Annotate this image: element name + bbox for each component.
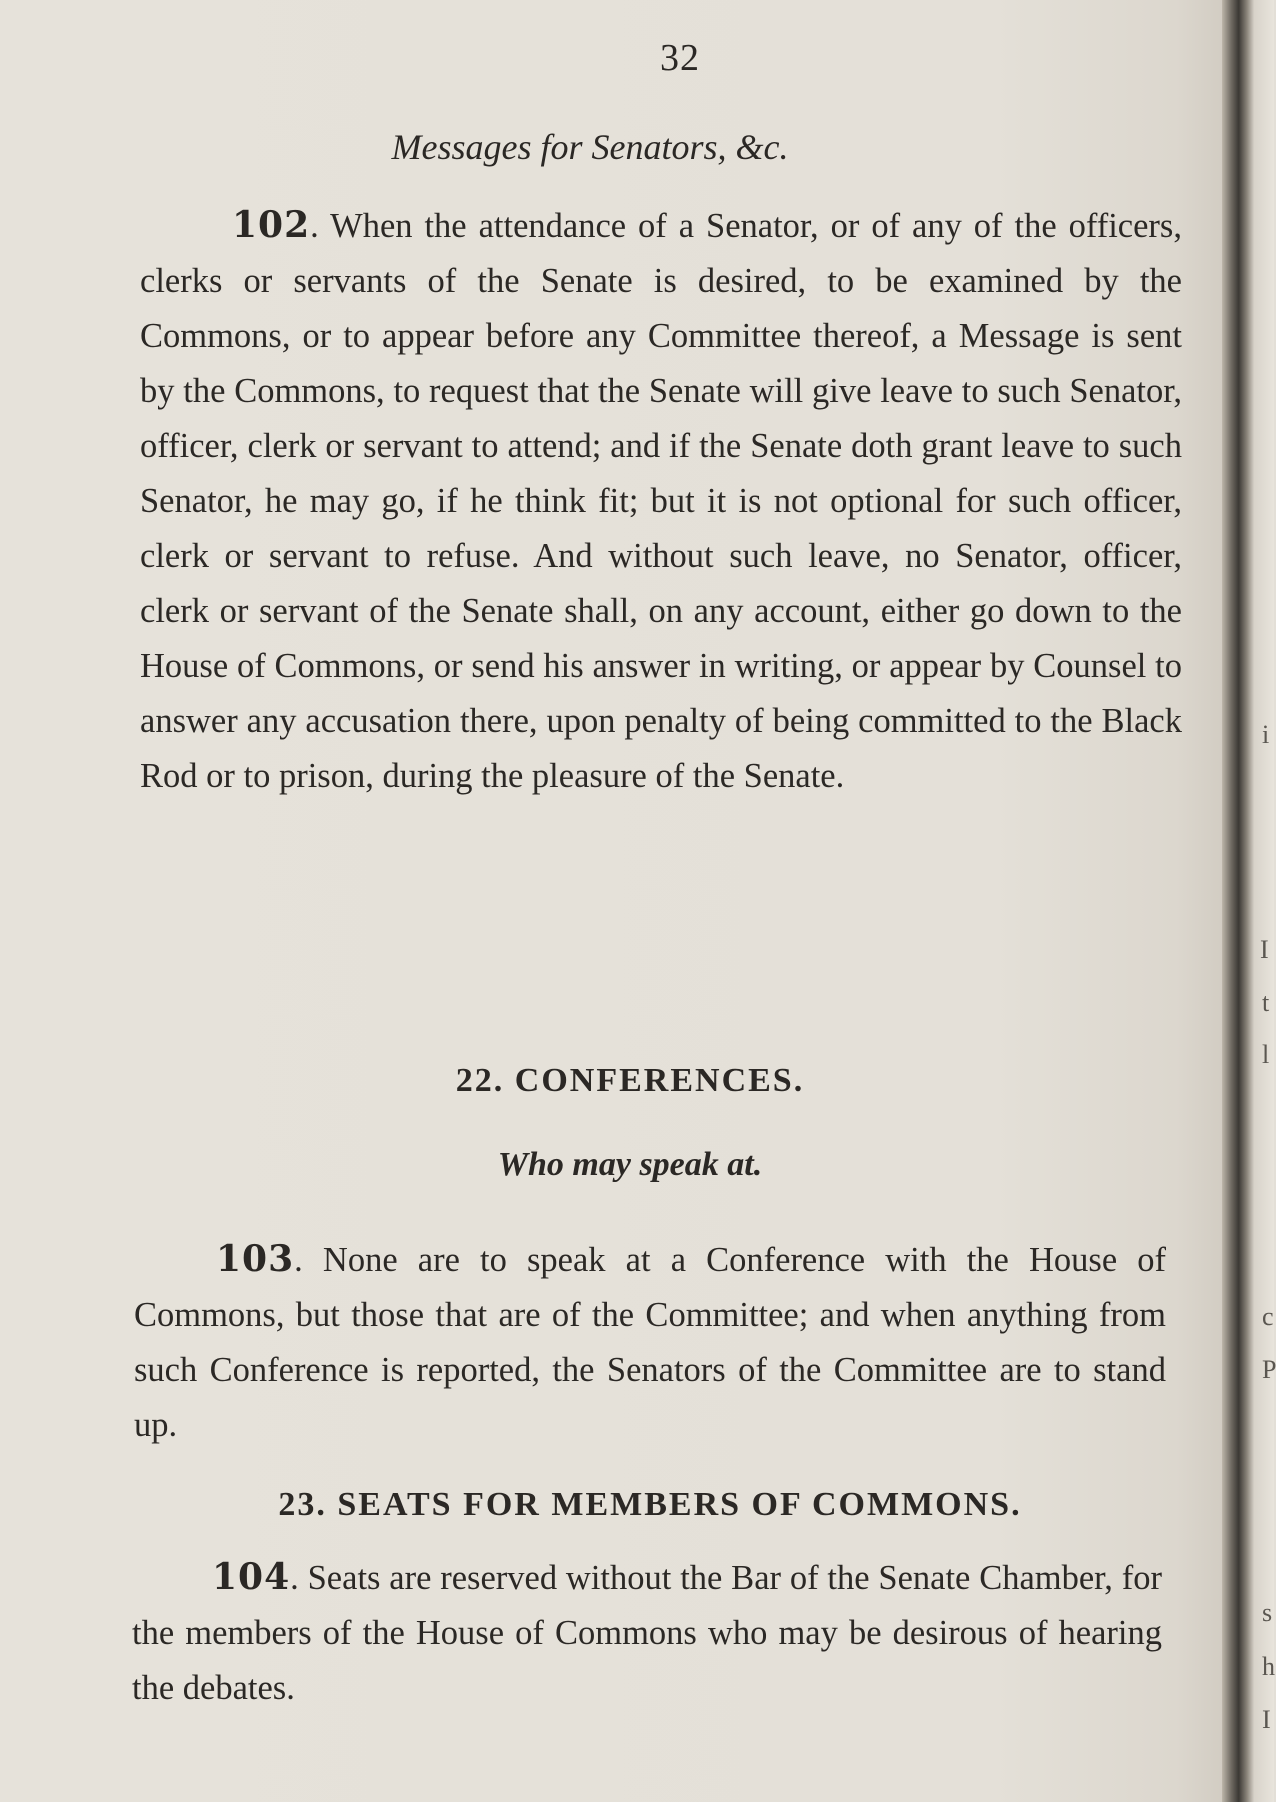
paragraph-104: 104. Seats are reserved without the Bar of the Senate Chamber, for the members of the House of Commons who may be desirous of hearing the debates. [132,1556,1162,1707]
paragraph-number: 104 [212,1556,291,1598]
facing-page-fragment: l [1262,1040,1270,1069]
facing-page-fragment: I [1262,1705,1271,1734]
running-head: Messages for Senators, &c. [391,127,789,167]
facing-page-fragment: P [1262,1355,1276,1384]
paragraph-text: When the attendance of a Senator, or of any of the officers, clerks or servants of the Senate is desired, to be examined by the Commons, or to appear before any Committee thereof, a Message is sent by the Commons, to request that the Senate will give leave to such Senator, officer, clerk or servant to attend; and if the Senate doth grant leave to such Senator, he may go, if he think fit; but it is not optional for such officer, clerk or servant to refuse. And without such leave, no Senator, officer, clerk or servant of the Senate shall, on any account, either go down to the House of Commons, or send his answer in writing, or appear by Counsel to answer any accusation there, upon penalty of being committed to the Black Rod or to prison, during the pleasure of the Senate. [140,207,1182,795]
facing-page-fragment: h [1262,1652,1275,1681]
paragraph-number: 102 [232,204,311,246]
section-heading-conferences: 22. CONFERENCES. [455,1062,805,1099]
facing-page-fragment: I [1260,935,1269,964]
facing-page-fragment: s [1262,1598,1273,1627]
binding-gutter [1222,0,1274,1802]
section-subheading: Who may speak at. [497,1146,763,1183]
facing-page-fragment: t [1262,988,1270,1017]
page-number: 32 [660,37,700,79]
facing-page-fragment: i [1262,720,1270,749]
paragraph-102: 102. When the attendance of a Senator, or of any of the officers, clerks or servants of the Senate is desired, to be examined by the Commons, or to appear before any Committee thereof, a Message is sent by the Commons, to request that the Senate will give leave to such Senator, officer, clerk or servant to attend; and if the Senate doth grant leave to such Senator, he may go, if he think fit; but it is not optional for such officer, clerk or servant to refuse. And without such leave, no Senator, officer, clerk or servant of the Senate shall, on any account, either go down to the House of Commons, or send his answer in writing, or appear by Counsel to answer any accusation there, upon penalty of being committed to the Black Rod or to prison, during the pleasure of the Senate. [140,204,1182,795]
paragraph-number: 103 [216,1238,295,1280]
section-heading-seats: 23. SEATS FOR MEMBERS OF COMMONS. [278,1486,1022,1523]
paragraph-text: Seats are reserved without the Bar of the Senate Chamber, for the members of the House of Commons who may be desirous of hearing the debates. [132,1559,1162,1707]
paragraph-text: None are to speak at a Conference with the House of Commons, but those that are of the Committee; and when anything from such Conference is reported, the Senators of the Committee are to stand up. [134,1241,1167,1444]
facing-page-fragment: c [1262,1302,1274,1331]
paragraph-103: 103. None are to speak at a Conference with the House of Commons, but those that are of the Committee; and when anything from such Conference is reported, the Senators of the Committee are to stand up. [134,1238,1167,1444]
